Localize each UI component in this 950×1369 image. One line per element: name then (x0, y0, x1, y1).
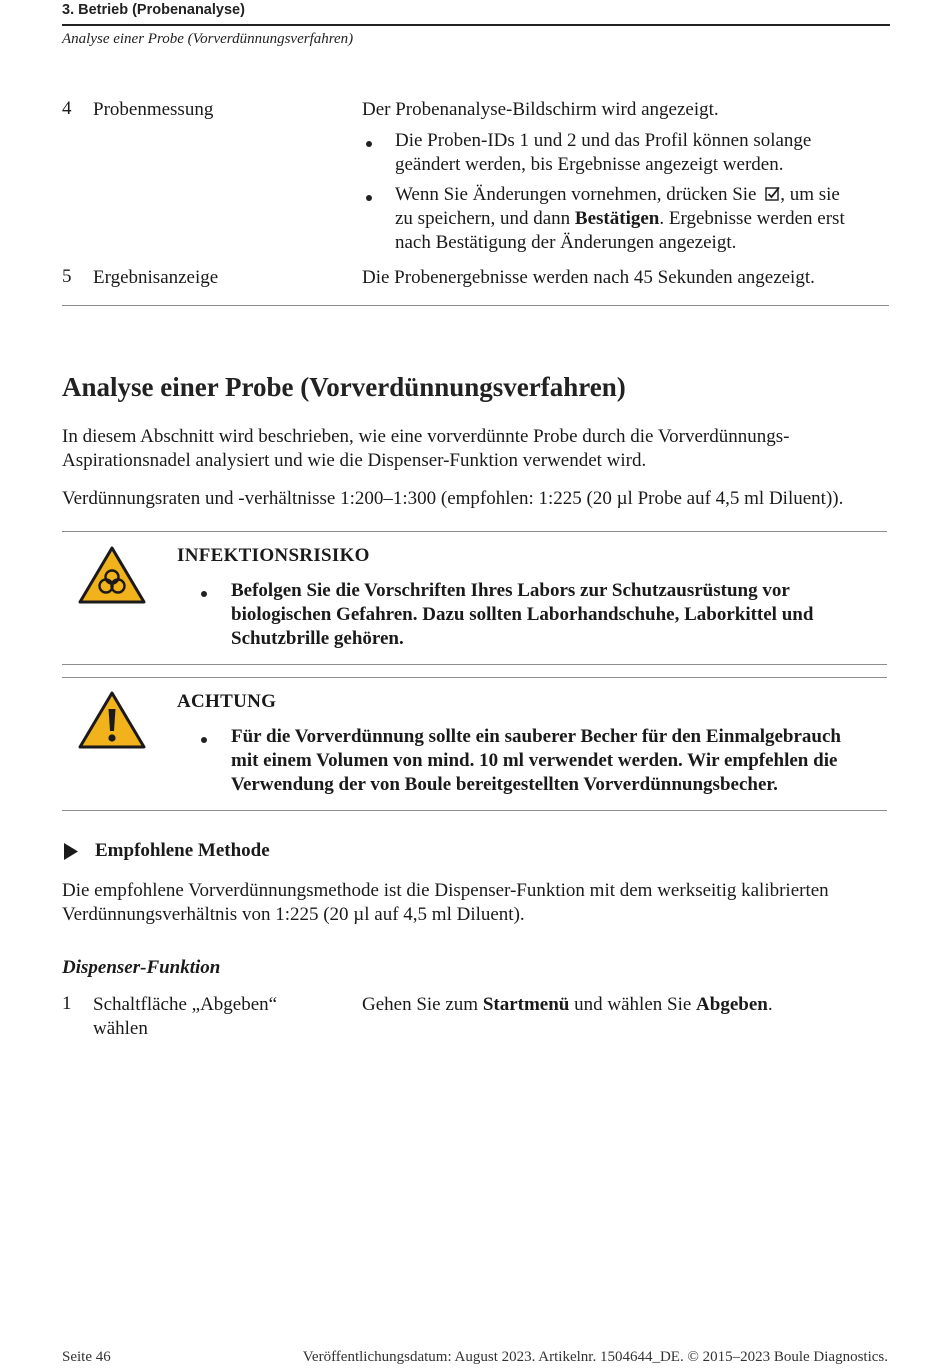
divider (62, 531, 887, 532)
step-number: 1 (62, 993, 72, 1014)
intro-paragraph: In diesem Abschnitt wird beschrieben, wie eine vorverdünnte Probe durch die Vorverdünnungs- Aspirationsnadel analysiert und wie die Dispenser-Funktion verwendet wird. (62, 426, 790, 471)
divider (62, 664, 887, 665)
triangle-right-icon (64, 843, 78, 860)
biohazard-icon (78, 546, 146, 604)
step-number: 4 (62, 98, 72, 119)
step-description: Gehen Sie zum Startmenü und wählen Sie Abgeben. (362, 994, 773, 1015)
chapter-header: 3. Betrieb (Probenanalyse) (62, 2, 245, 18)
dispenser-heading: Dispenser-Funktion (62, 957, 221, 978)
warning-text: Für die Vorverdünnung sollte ein sauberer Becher für den Einmalgebrauch mit einem Volumen von mind. 10 ml verwendet werden. Wir empfehlen die Verwendung der von Boule bereitgestellten Vorverdünnungsbecher. (231, 726, 841, 795)
bullet-dot (366, 195, 372, 201)
bullet-text: Die Proben-IDs 1 und 2 und das Profil können solange geändert werden, bis Ergebnisse angezeigt werden. (395, 130, 812, 175)
checkbox-icon (765, 186, 780, 201)
divider (62, 810, 887, 811)
warning-title: INFEKTIONSRISIKO (177, 545, 370, 566)
step-number: 5 (62, 266, 72, 287)
header-rule (62, 24, 890, 26)
exclamation-warning-icon (78, 691, 146, 749)
section-subheader: Analyse einer Probe (Vorverdünnungsverfahren) (62, 31, 354, 47)
warning-text: Befolgen Sie die Vorschriften Ihres Labors zur Schutzausrüstung vor biologischen Gefahren. Dazu sollten Laborhandschuhe, Laborkittel und Schutzbrille gehören. (231, 580, 814, 649)
step-description: Der Probenanalyse-Bildschirm wird angezeigt. (362, 99, 719, 120)
page-number: Seite 46 (62, 1349, 111, 1365)
step-label: Ergebnisanzeige (93, 267, 219, 288)
divider (62, 677, 887, 678)
step-label: Probenmessung (93, 99, 214, 120)
bullet-dot (201, 737, 207, 743)
method-heading: Empfohlene Methode (95, 840, 270, 861)
method-paragraph: Die empfohlene Vorverdünnungsmethode ist die Dispenser-Funktion mit dem werkseitig kalibrierten Verdünnungsverhältnis von 1:225 (20 µl auf 4,5 ml Diluent). (62, 880, 829, 925)
warning-title: ACHTUNG (177, 691, 277, 712)
publication-info: Veröffentlichungsdatum: August 2023. Artikelnr. 1504644_DE. © 2015–2023 Boule Diagnostics. (302, 1349, 888, 1365)
ratio-paragraph: Verdünnungsraten und -verhältnisse 1:200–1:300 (empfohlen: 1:225 (20 µl Probe auf 4,5 ml Diluent)). (62, 488, 844, 509)
step-description: Die Probenergebnisse werden nach 45 Sekunden angezeigt. (362, 267, 815, 288)
bullet-text: Wenn Sie Änderungen vornehmen, drücken Sie , um sie zu speichern, und dann Bestätigen. Ergebnisse werden erst nach Bestätigung der Änderungen angezeigt. (395, 184, 845, 253)
divider (62, 305, 889, 306)
section-heading: Analyse einer Probe (Vorverdünnungsverfahren) (62, 372, 626, 402)
bullet-dot (201, 591, 207, 597)
step-label: Schaltfläche „Abgeben“ wählen (93, 994, 278, 1039)
bullet-dot (366, 141, 372, 147)
